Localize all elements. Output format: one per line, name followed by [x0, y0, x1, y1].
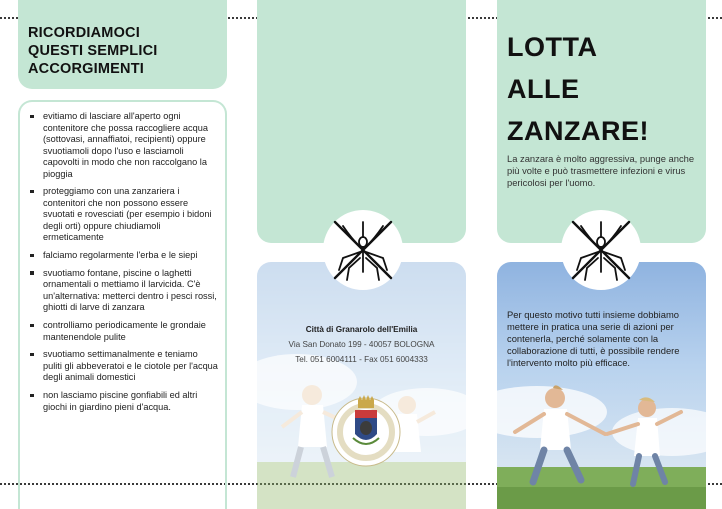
list-item: svuotiamo settimanalmente e teniamo puliti gli abbeveratoi e le ciotole per l'acqua degli animali domestici — [30, 349, 218, 384]
list-item: non lasciamo piscine gonfiabili ed altri giochi in giardino pieni d'acqua. — [30, 390, 218, 413]
children-running-photo — [497, 262, 706, 509]
page-title: LOTTA ALLE ZANZARE! — [507, 32, 649, 146]
list-item: svuotiamo fontane, piscine o laghetti ornamentali o mettiamo il larvicida. C'è un'alternativa: metterci dentro i pesci rossi, ghiotti di larve di zanzara — [30, 268, 218, 314]
list-item: controlliamo periodicamente le grondaie mantenendole pulite — [30, 320, 218, 343]
right-photo-panel — [497, 262, 706, 509]
city-name: Città di Granarolo dell'Emilia — [305, 325, 418, 334]
tips-list — [30, 111, 218, 420]
body-text: Per questo motivo tutti insieme dobbiamo mettere in pratica una serie di azioni per contenerla, perché solamente con la collaborazione di tutti, è possibile rendere l'intervento molto più efficace. — [507, 309, 680, 368]
list-item: falciamo regolarmente l'erba e le siepi — [30, 250, 218, 262]
city-phone: Tel. 051 6004111 - Fax 051 6004333 — [295, 355, 428, 364]
list-item: proteggiamo con una zanzariera i contenitori che non possono essere svuotati e rovesciati (per esempio i bidoni degli orti) oppure chiudiamoli ermeticamente — [30, 186, 218, 244]
city-address: Via San Donato 199 - 40057 BOLOGNA — [288, 340, 435, 349]
tips-heading: RICORDIAMOCI QUESTI SEMPLICI ACCORGIMENTI — [28, 25, 158, 77]
title-panel — [497, 0, 706, 243]
mosquito-crossed-icon — [559, 208, 643, 292]
tips-header — [18, 0, 227, 89]
list-item: evitiamo di lasciare all'aperto ogni contenitore che possa raccogliere acqua (sottovasi, annaffiatoi, recipienti) oppure svuotiamoli dopo l'uso e lasciamoli capovolti in modo che non raccolgano la pioggia — [30, 111, 218, 180]
middle-green-panel — [257, 0, 466, 243]
intro-text: La zanzara è molto aggressiva, punge anche più volte e può trasmettere infezioni e virus pericolosi per l'uomo. — [507, 153, 695, 188]
contact-block — [257, 322, 466, 367]
city-crest-icon — [331, 388, 401, 472]
mosquito-crossed-icon — [321, 208, 405, 292]
